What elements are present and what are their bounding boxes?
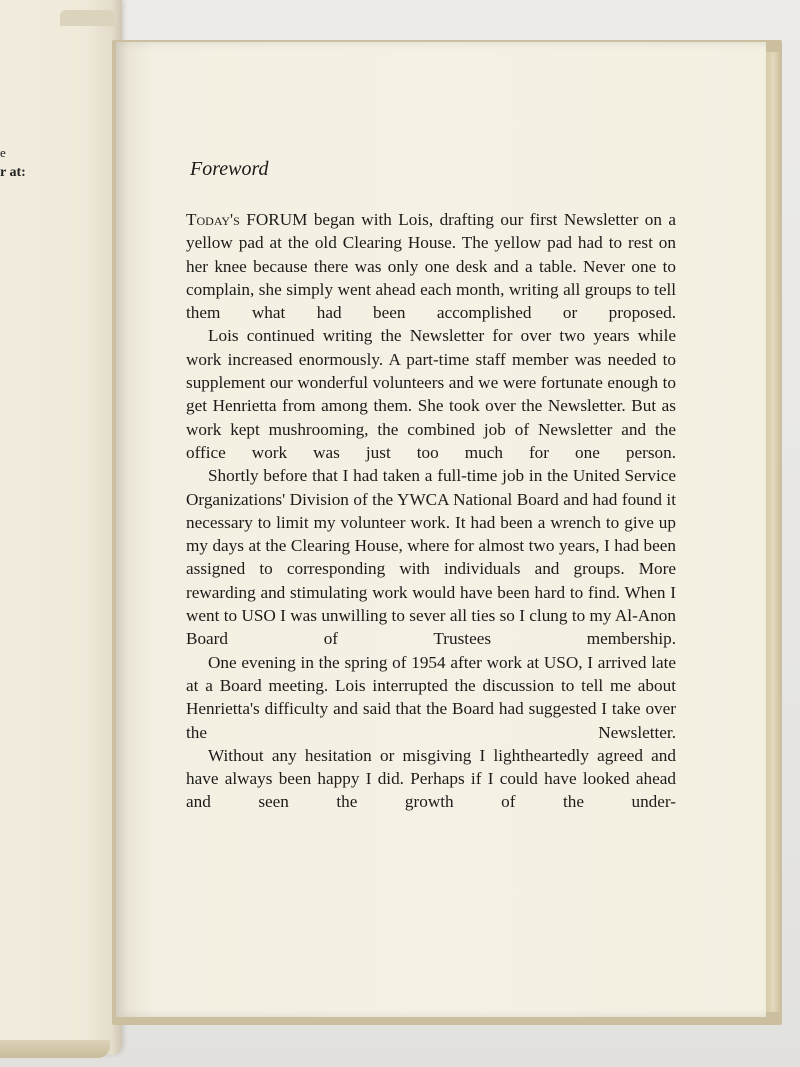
paragraph: Shortly before that I had taken a full-time job in the United Service Organizations' Division of the YWCA National Board and had found it necessary to limit my volunteer work. It had been a wrench to give up my days at the Clearing House, where for almost two years, I had been assigned to corresponding with individuals and groups. More rewarding and stimulating work would have been hard to find. When I went to USO I was unwilling to sever all ties so I clung to my Al-Anon Board of Trustees membership. [186,466,676,649]
left-page-bottom-edge [0,1040,110,1058]
left-page-text-fragment: r at: [0,165,26,180]
paragraph: Lois continued writing the Newsletter for over two years while work increased enormously. A part-time staff member was needed to supplement our wonderful volunteers and we were fortunate enough to get Henrietta from among them. She took over the Newsletter. But as work kept mushrooming, the combined job of Newsletter and the office work was just too much for one person. [186,326,676,462]
paragraph-lead: Today's [186,210,240,229]
left-page-top-edge [60,10,115,26]
page-heading: Foreword [190,158,269,180]
paragraph-text: FORUM began with Lois, drafting our first Newsletter on a yellow pad at the old Clearing House. The yellow pad had to rest on her knee because there was only one desk and a table. Never one to complain, she simply went ahead each month, writing all groups to tell them what had been accomplished or proposed. [186,210,676,323]
foreword-body [186,208,676,814]
paragraph: Without any hesitation or misgiving I lightheartedly agreed and have always been happy I did. Perhaps if I could have looked ahead and seen the growth of the under- [186,745,676,812]
paragraph [186,208,676,324]
paragraph: One evening in the spring of 1954 after work at USO, I arrived late at a Board meeting. Lois interrupted the discussion to tell me about Henrietta's difficulty and said that the Board had suggested I take over the Newsletter. [186,652,676,742]
left-page [0,0,122,1055]
left-page-text-fragment: e [0,145,6,160]
